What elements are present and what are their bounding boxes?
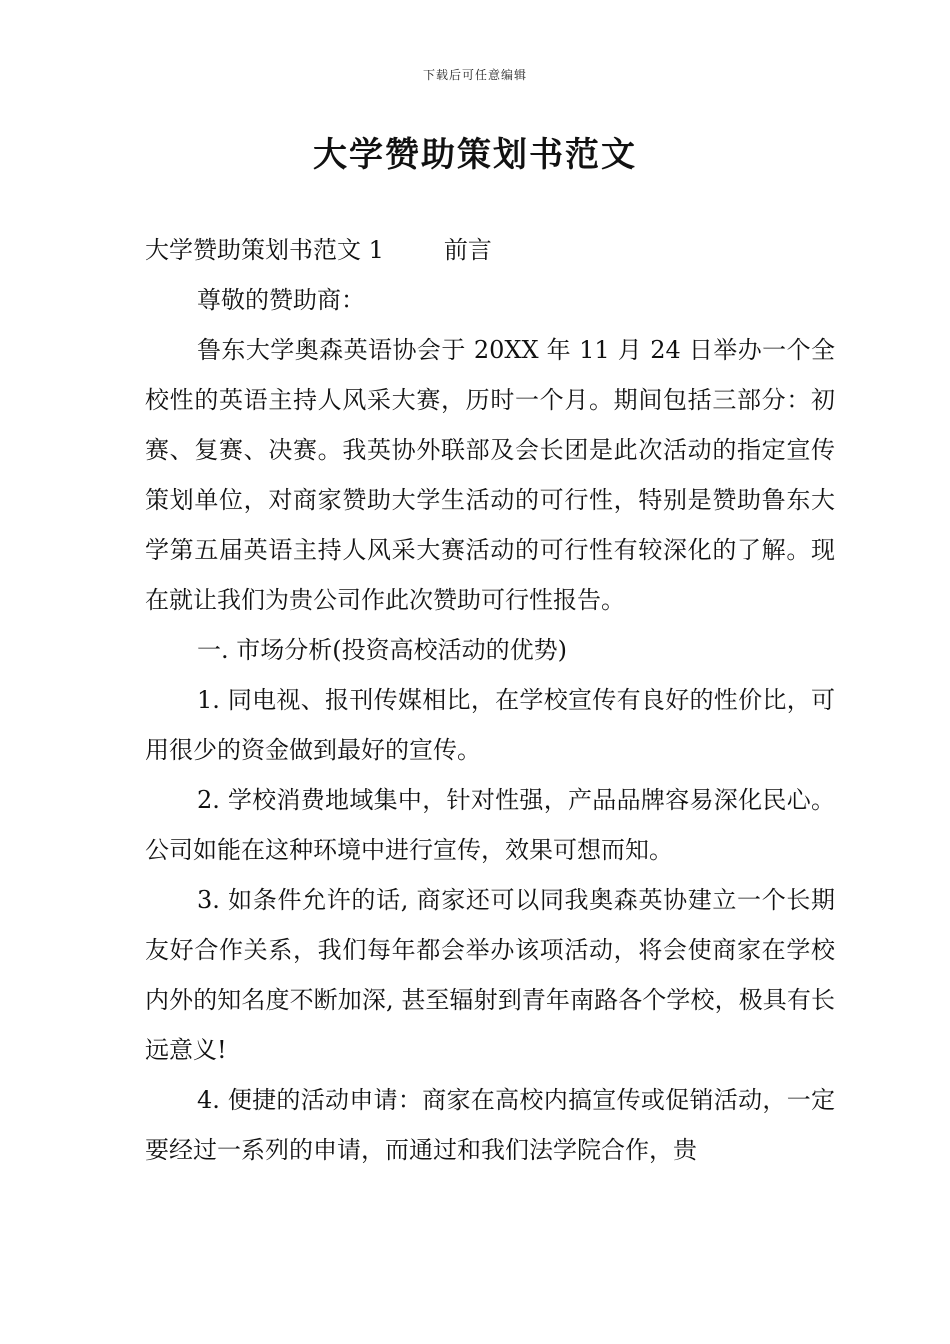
list-item-3: 3. 如条件允许的话, 商家还可以同我奥森英协建立一个长期友好合作关系，我们每年都会举办该项活动，将会使商家在学校内外的知名度不断加深, 甚至辐射到青年南路各个学校，极具有长远意义!: [145, 886, 835, 1064]
section-heading: [145, 225, 835, 275]
section-heading-title: 大学赞助策划书范文 1: [145, 236, 384, 264]
salutation: 尊敬的赞助商：: [197, 286, 365, 314]
paragraph-intro: 鲁东大学奥森英语协会于 20XX 年 11 月 24 日举办一个全校性的英语主持人风采大赛，历时一个月。期间包括三部分：初赛、复赛、决赛。我英协外联部及会长团是此次活动的指定宣传策划单位，对商家赞助大学生活动的可行性，特别是赞助鲁东大学第五届英语主持人风采大赛活动的可行性有较深化的了解。现在就让我们为贵公司作此次赞助可行性报告。: [145, 336, 835, 614]
document-body: [145, 225, 835, 1175]
header-note: 下载后可任意编辑: [422, 68, 527, 82]
market-analysis-heading: 一. 市场分析(投资高校活动的优势): [197, 636, 567, 664]
list-item-4: 4. 便捷的活动申请：商家在高校内搞宣传或促销活动，一定要经过一系列的申请，而通过和我们法学院合作，贵: [145, 1086, 835, 1164]
list-item-2: 2. 学校消费地域集中，针对性强，产品品牌容易深化民心。公司如能在这种环境中进行宣传，效果可想而知。: [145, 786, 835, 864]
section-heading-subtitle: 前言: [443, 236, 492, 264]
list-item-1: 1. 同电视、报刊传媒相比，在学校宣传有良好的性价比，可用很少的资金做到最好的宣传。: [145, 686, 835, 764]
document-title: 大学赞助策划书范文: [313, 135, 637, 175]
